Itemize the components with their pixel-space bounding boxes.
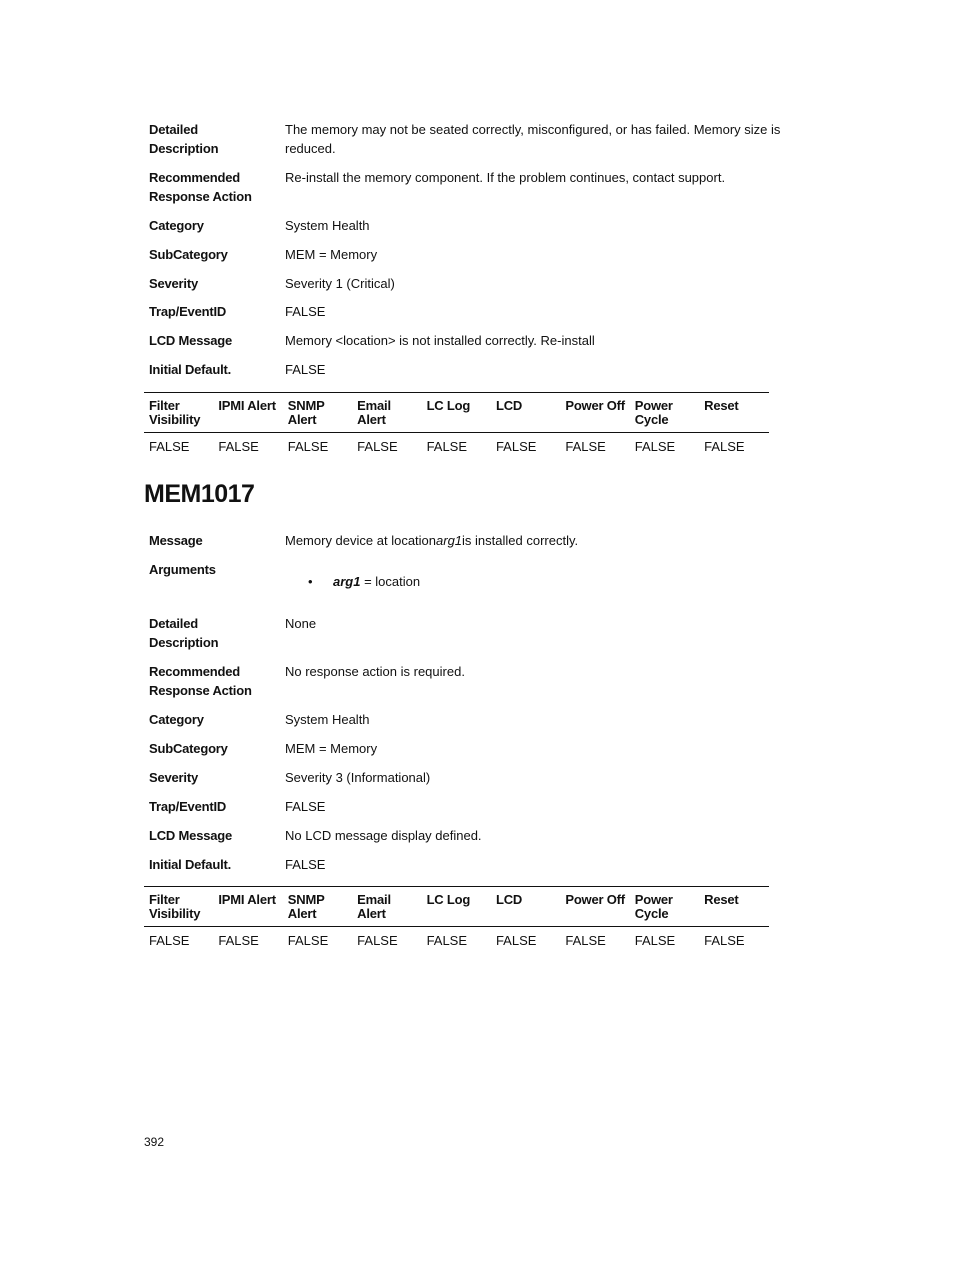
trap-eventid-row (149, 302, 799, 331)
trap-eventid-value: FALSE (285, 304, 326, 319)
header-filter-visibility: Filter Visibility (149, 892, 201, 921)
power-off-value: FALSE (565, 933, 606, 948)
header-lc-log: LC Log (426, 892, 471, 907)
category-label: Category (149, 218, 204, 233)
subcategory-label: SubCategory (149, 741, 228, 756)
header-reset: Reset (704, 398, 739, 413)
arguments-value (285, 560, 799, 614)
detailed-description-row (149, 614, 799, 662)
header-snmp-alert: SNMP Alert (287, 398, 325, 427)
argument-list-item (285, 560, 799, 591)
header-snmp-alert: SNMP Alert (287, 892, 325, 921)
subcategory-row (149, 245, 799, 274)
lcd-message-value: Memory <location> is not installed correctly. Re-install (285, 333, 595, 348)
category-row (149, 216, 799, 245)
argument-name: arg1 (333, 574, 361, 589)
initial-default-value: FALSE (285, 857, 326, 872)
lc-log-value: FALSE (426, 933, 468, 948)
top-entry-details (149, 120, 799, 384)
trap-eventid-row (149, 797, 799, 826)
section-title-mem1017: MEM1017 (144, 480, 255, 508)
recommended-action-row (149, 662, 799, 710)
header-ipmi-alert: IPMI Alert (218, 892, 276, 907)
recommended-action-value: Re-install the memory component. If the problem continues, contact support. (285, 170, 726, 185)
severity-value: Severity 3 (Informational) (285, 770, 431, 785)
email-alert-value: FALSE (357, 933, 398, 948)
recommended-action-label: Recommended Response Action (149, 664, 252, 698)
email-alert-value: FALSE (357, 439, 398, 454)
message-label: Message (149, 533, 203, 548)
header-power-cycle: Power Cycle (634, 398, 673, 427)
initial-default-label: Initial Default. (149, 362, 232, 377)
trap-eventid-label: Trap/EventID (149, 799, 227, 814)
category-value: System Health (285, 712, 370, 727)
subcategory-value: MEM = Memory (285, 741, 378, 756)
filter-table-header (144, 392, 769, 433)
category-value: System Health (285, 218, 370, 233)
lcd-message-label: LCD Message (149, 333, 233, 348)
mem1017-details (149, 531, 799, 879)
filter-table-row (144, 433, 769, 454)
lcd-message-row (149, 826, 799, 855)
trap-eventid-value: FALSE (285, 799, 326, 814)
header-power-off: Power Off (565, 892, 625, 907)
detailed-description-label: Detailed Description (149, 616, 219, 650)
header-ipmi-alert: IPMI Alert (218, 398, 276, 413)
mem1017-filter-table (144, 886, 769, 948)
arguments-label: Arguments (149, 562, 216, 577)
recommended-action-row (149, 168, 799, 216)
snmp-alert-value: FALSE (287, 933, 329, 948)
header-email-alert: Email Alert (357, 398, 391, 427)
detailed-description-label: Detailed Description (149, 122, 219, 156)
header-lcd: LCD (495, 398, 523, 413)
detailed-description-value: The memory may not be seated correctly, misconfigured, or has failed. Memory size is reduced. (285, 122, 781, 156)
filter-table-header (144, 886, 769, 927)
category-row (149, 710, 799, 739)
detailed-description-row (149, 120, 799, 168)
severity-label: Severity (149, 276, 198, 291)
power-cycle-value: FALSE (634, 439, 676, 454)
filter-visibility-value: FALSE (149, 439, 190, 454)
severity-row (149, 768, 799, 797)
lcd-message-value: No LCD message display defined. (285, 828, 482, 843)
subcategory-label: SubCategory (149, 247, 228, 262)
ipmi-alert-value: FALSE (218, 439, 259, 454)
filter-table-row (144, 927, 769, 948)
ipmi-alert-value: FALSE (218, 933, 259, 948)
power-cycle-value: FALSE (634, 933, 676, 948)
lc-log-value: FALSE (426, 439, 468, 454)
power-off-value: FALSE (565, 439, 606, 454)
lcd-message-row (149, 331, 799, 360)
top-filter-table (144, 392, 769, 454)
reset-value: FALSE (704, 933, 745, 948)
message-value: Memory device at locationarg1is installed correctly. (285, 533, 579, 548)
header-lcd: LCD (495, 892, 523, 907)
arguments-row (149, 560, 799, 614)
header-email-alert: Email Alert (357, 892, 391, 921)
subcategory-row (149, 739, 799, 768)
snmp-alert-value: FALSE (287, 439, 329, 454)
category-label: Category (149, 712, 204, 727)
lcd-value: FALSE (495, 439, 537, 454)
initial-default-label: Initial Default. (149, 857, 232, 872)
detailed-description-value: None (285, 616, 317, 631)
header-power-off: Power Off (565, 398, 625, 413)
severity-label: Severity (149, 770, 198, 785)
filter-visibility-value: FALSE (149, 933, 190, 948)
trap-eventid-label: Trap/EventID (149, 304, 227, 319)
reset-value: FALSE (704, 439, 745, 454)
header-filter-visibility: Filter Visibility (149, 398, 201, 427)
argument-description: = location (360, 574, 421, 589)
recommended-action-value: No response action is required. (285, 664, 465, 679)
header-lc-log: LC Log (426, 398, 471, 413)
recommended-action-label: Recommended Response Action (149, 170, 252, 204)
initial-default-row (149, 855, 799, 879)
bullet-icon: • (308, 574, 313, 589)
severity-row (149, 274, 799, 302)
page-number: 392 (144, 1135, 165, 1149)
initial-default-row (149, 360, 799, 384)
header-reset: Reset (704, 892, 739, 907)
severity-value: Severity 1 (Critical) (285, 276, 395, 291)
initial-default-value: FALSE (285, 362, 326, 377)
header-power-cycle: Power Cycle (634, 892, 673, 921)
lcd-value: FALSE (495, 933, 537, 948)
message-row (149, 531, 799, 560)
subcategory-value: MEM = Memory (285, 247, 378, 262)
lcd-message-label: LCD Message (149, 828, 233, 843)
